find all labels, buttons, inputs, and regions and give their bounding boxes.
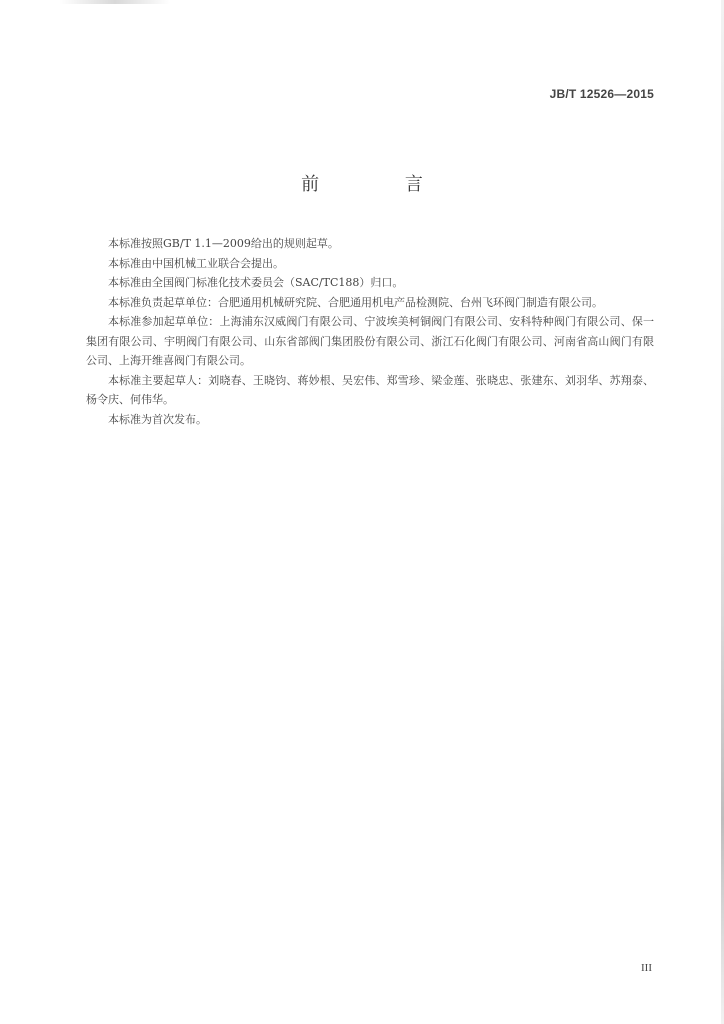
paragraph-drafting-rules: 本标准按照GB/T 1.1—2009给出的规则起草。: [108, 237, 339, 250]
page-number: III: [641, 962, 652, 974]
paragraph-first-release: 本标准为首次发布。: [108, 412, 207, 426]
paragraph-proposer: 本标准由中国机械工业联合会提出。: [108, 256, 284, 270]
paragraph-main-authors: 本标准主要起草人：刘晓春、王晓钧、蒋妙根、吴宏伟、郑雪珍、梁金莲、张晓忠、张建东、刘羽华、苏翔泰、杨令庆、何伟华。: [86, 373, 654, 406]
page-title: 前 言: [301, 174, 463, 195]
paragraph-committee: 本标准由全国阀门标准化技术委员会（SAC/TC188）归口。: [108, 276, 404, 289]
standard-code: JB/T 12526—2015: [549, 87, 654, 101]
scan-edge-mark: [60, 0, 170, 4]
paragraph-participating-drafters: 本标准参加起草单位：上海浦东汉威阀门有限公司、宁波埃美柯铜阀门有限公司、安科特种阀门有限公司、保一集团有限公司、宇明阀门有限公司、山东省部阀门集团股份有限公司、浙江石化阀门有限公司、河南省高山阀门有限公司、上海开维喜阀门有限公司。: [86, 315, 654, 367]
paragraph-lead-drafters: 本标准负责起草单位：合肥通用机械研究院、合肥通用机电产品检测院、台州飞环阀门制造有限公司。: [108, 295, 603, 309]
foreword-body: [86, 234, 654, 429]
